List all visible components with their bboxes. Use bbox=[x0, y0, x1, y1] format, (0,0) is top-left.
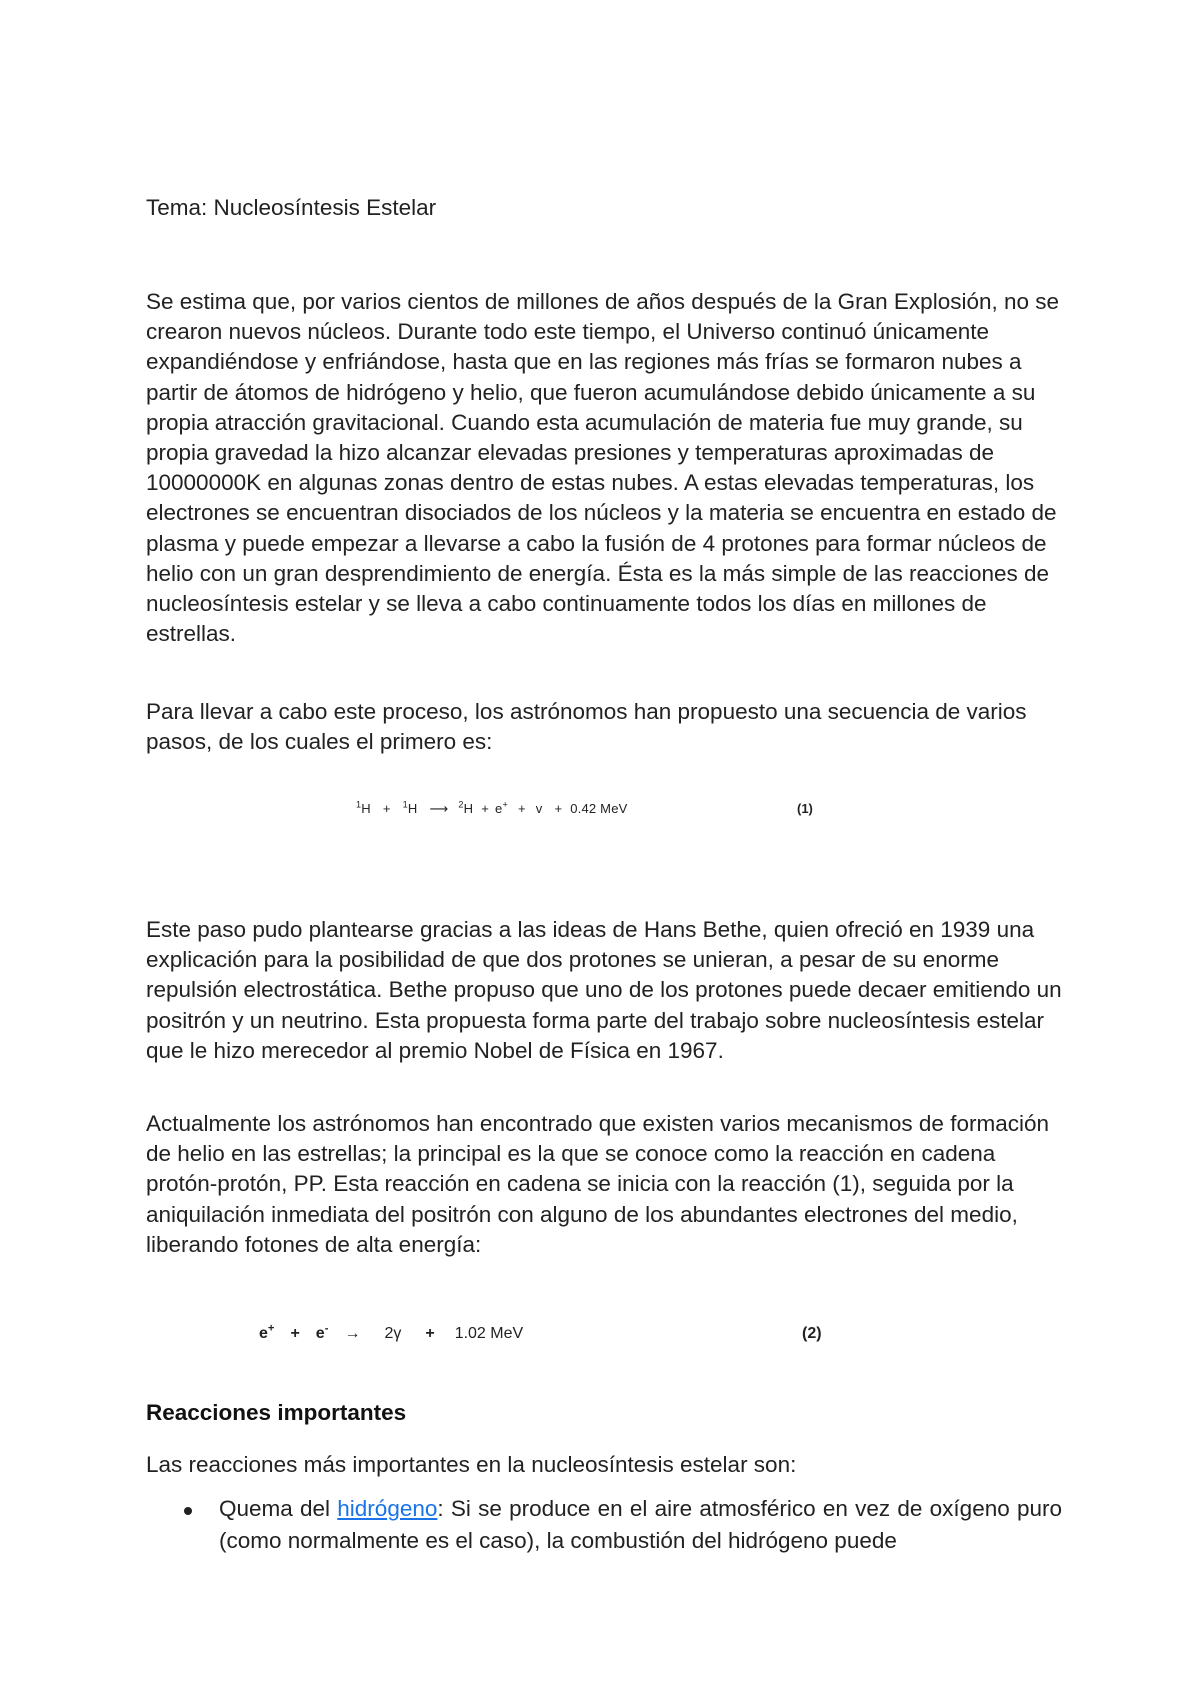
eq1-mass-a: 1 bbox=[356, 799, 362, 810]
hidrogeno-link[interactable]: hidrógeno bbox=[337, 1496, 438, 1521]
document-title: Tema: Nucleosíntesis Estelar bbox=[146, 195, 437, 220]
eq1-plus-4: + bbox=[554, 801, 563, 816]
eq1-symbol-c: H bbox=[463, 801, 474, 816]
eq2-positron-charge: + bbox=[267, 1322, 275, 1335]
eq1-positron: e bbox=[495, 801, 503, 816]
eq2-positron: e bbox=[259, 1325, 268, 1342]
eq2-product: 2γ bbox=[384, 1325, 402, 1342]
equation-2 bbox=[259, 1322, 524, 1343]
eq2-energy: 1.02 MeV bbox=[454, 1325, 524, 1342]
eq2-arrow: → bbox=[344, 1325, 361, 1342]
eq2-electron: e bbox=[315, 1325, 325, 1342]
eq1-symbol-b: H bbox=[407, 801, 418, 816]
eq2-plus-2: + bbox=[425, 1325, 435, 1342]
eq1-mass-c: 2 bbox=[458, 799, 464, 810]
bullet-icon bbox=[184, 1507, 192, 1515]
paragraph-process: Para llevar a cabo este proceso, los astrónomos han propuesto una secuencia de varios pasos, de los cuales el primero es: bbox=[146, 699, 1027, 755]
eq1-energy: 0.42 MeV bbox=[570, 801, 628, 816]
paragraph-bethe: Este paso pudo plantearse gracias a las ideas de Hans Bethe, quien ofreció en 1939 una explicación para la posibilidad de que dos protones se unieran, a pesar de su enorme repulsión electrostática. Bethe propuso que uno de los protones puede decaer emitiendo un positrón y un neutrino. Esta propuesta forma parte del trabajo sobre nucleosíntesis estelar que le hizo merecedor al premio Nobel de Física en 1967. bbox=[146, 917, 1062, 1063]
reactions-list bbox=[146, 1493, 1062, 1556]
eq1-mass-b: 1 bbox=[402, 799, 408, 810]
equation-2-number: (2) bbox=[802, 1325, 822, 1342]
bullet-text: : Si se produce en el aire atmosférico en vez de oxígeno puro (como normalmente es el caso), la combustión del hidrógeno puede bbox=[219, 1496, 1062, 1553]
eq1-symbol-a: H bbox=[361, 801, 371, 816]
paragraph-intro: Se estima que, por varios cientos de millones de años después de la Gran Explosión, no se crearon nuevos núcleos. Durante todo este tiempo, el Universo continuó únicamente expandiéndose y enfriándose, hasta que en las regiones más frías se formaron nubes a partir de átomos de hidrógeno y helio, que fueron acumulándose debido únicamente a su propia atracción gravitacional. Cuando esta acumulación de materia fue muy grande, su propia gravedad la hizo alcanzar elevadas presiones y temperaturas aproximadas de 10000000K en algunas zonas dentro de estas nubes. A estas elevadas temperaturas, los electrones se encuentran disociados de los núcleos y la materia se encuentra en estado de plasma y puede empezar a llevarse a cabo la fusión de 4 protones para formar núcleos de helio con un gran desprendimiento de energía. Ésta es la más simple de las reacciones de nucleosíntesis estelar y se lleva a cabo continuamente todos los días en millones de estrellas. bbox=[146, 289, 1060, 647]
eq1-positron-charge: + bbox=[502, 799, 508, 810]
paragraph-pp-chain: Actualmente los astrónomos han encontrado que existen varios mecanismos de formación de helio en las estrellas; la principal es la que se conoce como la reacción en cadena protón-protón, PP. Esta reacción en cadena se inicia con la reacción (1), seguida por la aniquilación inmediata del positrón con alguno de los abundantes electrones del medio, liberando fotones de alta energía: bbox=[146, 1111, 1049, 1257]
eq1-plus-3: + bbox=[517, 801, 526, 816]
section-heading: Reacciones importantes bbox=[146, 1400, 407, 1425]
list-item bbox=[146, 1493, 1062, 1556]
eq2-electron-charge: - bbox=[324, 1322, 329, 1335]
equation-1-number: (1) bbox=[797, 801, 813, 816]
eq1-arrow: ⟶ bbox=[429, 801, 449, 816]
eq2-plus-1: + bbox=[290, 1325, 300, 1342]
bullet-prefix: Quema del bbox=[219, 1496, 338, 1521]
section-intro: Las reacciones más importantes en la nucleosíntesis estelar son: bbox=[146, 1452, 797, 1477]
eq1-plus-2: + bbox=[481, 801, 490, 816]
equation-1 bbox=[356, 801, 628, 817]
eq1-plus-1: + bbox=[382, 801, 391, 816]
eq1-neutrino: v bbox=[535, 801, 543, 816]
